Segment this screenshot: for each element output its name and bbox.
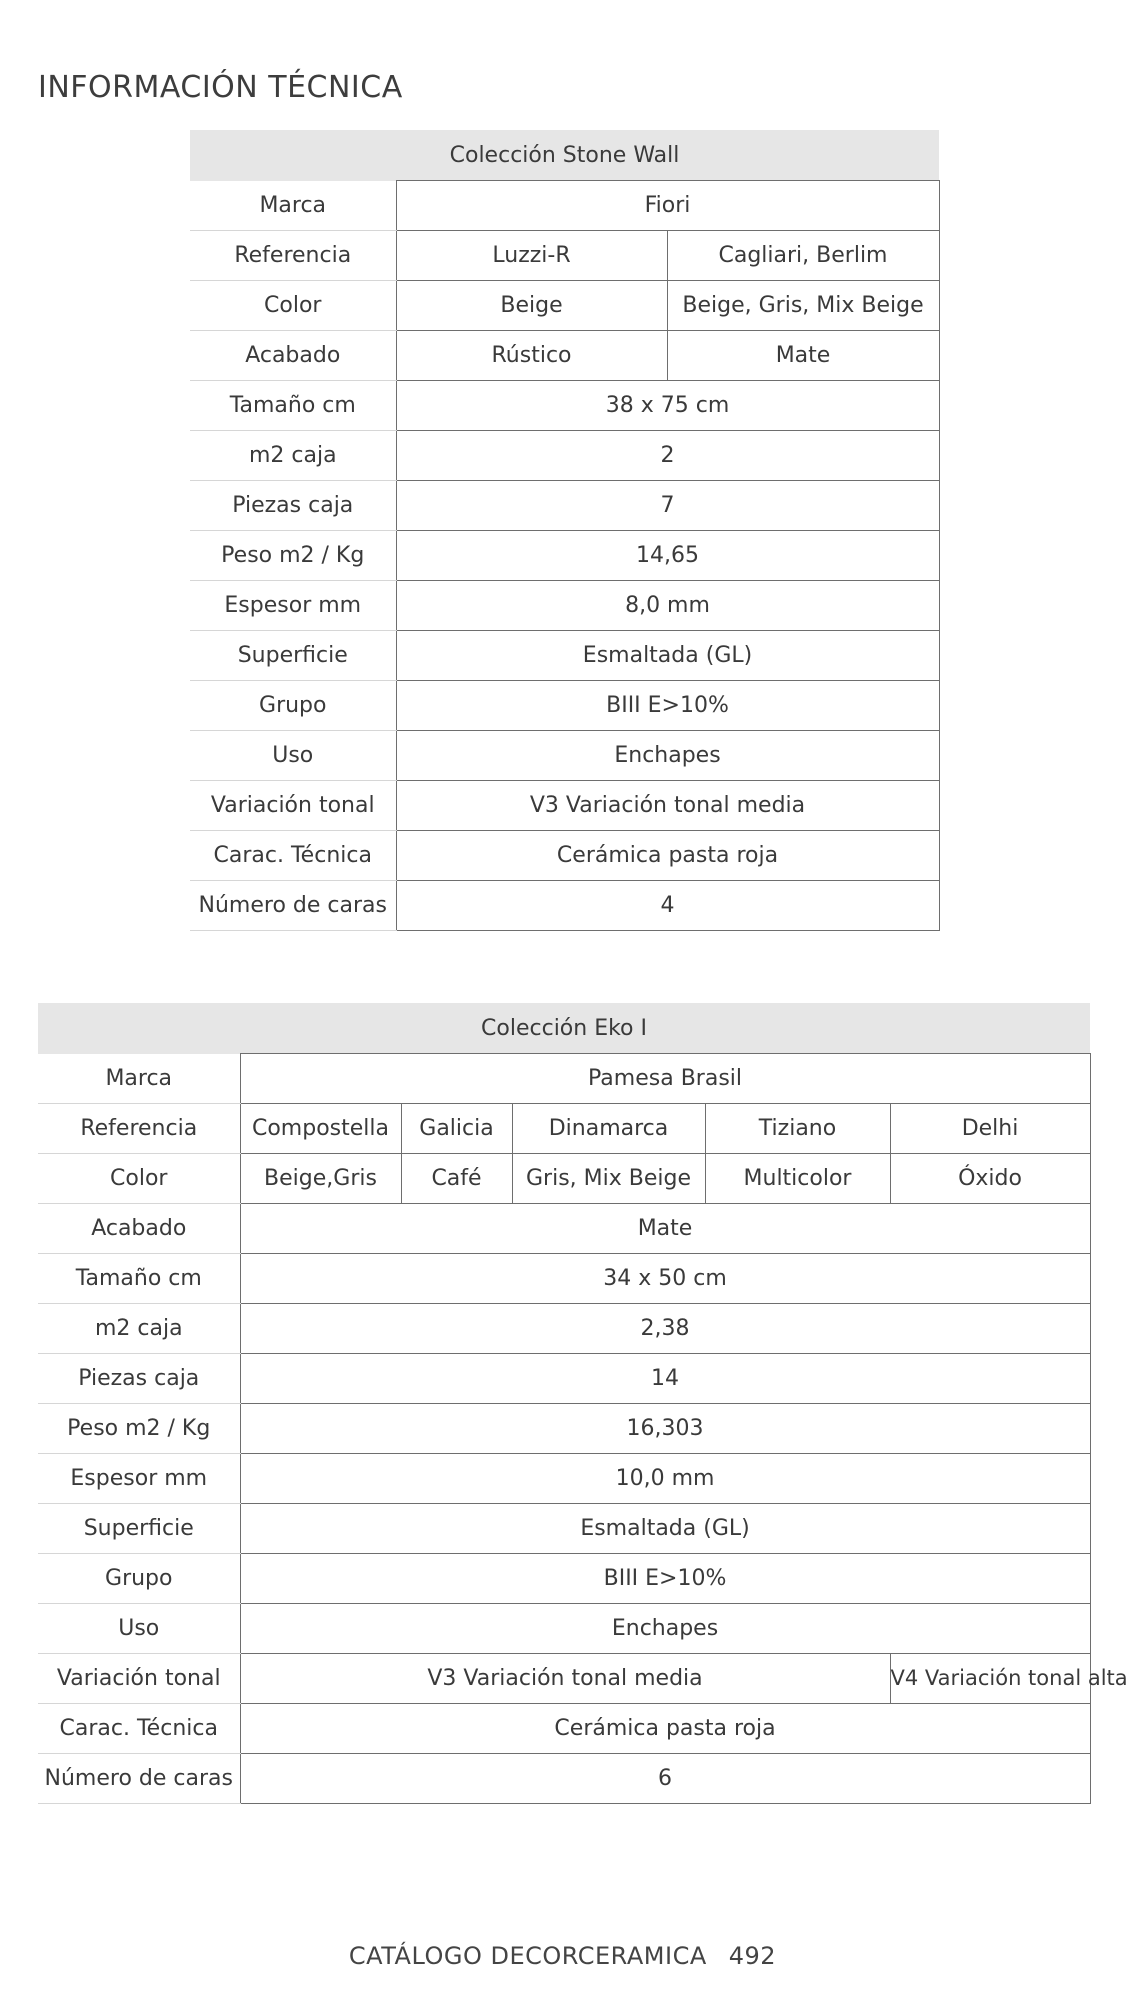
row-label: Carac. Técnica bbox=[190, 831, 396, 881]
row-label: Peso m2 / Kg bbox=[190, 531, 396, 581]
row-value: 14 bbox=[240, 1354, 1090, 1404]
row-label: Piezas caja bbox=[190, 481, 396, 531]
table-row bbox=[190, 881, 939, 931]
row-value: Delhi bbox=[890, 1104, 1090, 1154]
row-label: Espesor mm bbox=[38, 1454, 240, 1504]
row-label: Superficie bbox=[38, 1504, 240, 1554]
table-row bbox=[38, 1554, 1090, 1604]
table-row bbox=[190, 681, 939, 731]
table-row bbox=[190, 581, 939, 631]
row-label: Número de caras bbox=[190, 881, 396, 931]
row-label: Piezas caja bbox=[38, 1354, 240, 1404]
row-label: Color bbox=[190, 281, 396, 331]
row-label: Carac. Técnica bbox=[38, 1704, 240, 1754]
row-label: m2 caja bbox=[38, 1304, 240, 1354]
row-value: Beige bbox=[396, 281, 667, 331]
page-title: INFORMACIÓN TÉCNICA bbox=[38, 70, 403, 105]
table-row bbox=[190, 431, 939, 481]
row-value: BIII E>10% bbox=[396, 681, 939, 731]
row-value: 34 x 50 cm bbox=[240, 1254, 1090, 1304]
eko-table bbox=[38, 1003, 1128, 1804]
row-value: Multicolor bbox=[705, 1154, 890, 1204]
collection-title: Colección Stone Wall bbox=[190, 130, 939, 181]
row-label: Espesor mm bbox=[190, 581, 396, 631]
table-row bbox=[190, 281, 939, 331]
row-value: Dinamarca bbox=[512, 1104, 705, 1154]
row-label: Referencia bbox=[190, 231, 396, 281]
row-value: Mate bbox=[667, 331, 939, 381]
row-value: Fiori bbox=[396, 181, 939, 231]
row-value: Luzzi-R bbox=[396, 231, 667, 281]
row-value: Beige,Gris bbox=[240, 1154, 401, 1204]
row-label: Peso m2 / Kg bbox=[38, 1404, 240, 1454]
row-value: Rústico bbox=[396, 331, 667, 381]
table-row bbox=[190, 531, 939, 581]
row-label: Tamaño cm bbox=[38, 1254, 240, 1304]
row-label: Uso bbox=[190, 731, 396, 781]
row-label: Marca bbox=[38, 1054, 240, 1104]
row-value: 8,0 mm bbox=[396, 581, 939, 631]
row-label: Acabado bbox=[190, 331, 396, 381]
table-row bbox=[38, 1054, 1090, 1104]
row-label: Marca bbox=[190, 181, 396, 231]
page-footer bbox=[0, 1942, 1125, 1970]
row-value: 2,38 bbox=[240, 1304, 1090, 1354]
row-value: 2 bbox=[396, 431, 939, 481]
row-value: 38 x 75 cm bbox=[396, 381, 939, 431]
collection-title: Colección Eko I bbox=[38, 1003, 1090, 1054]
row-value: Esmaltada (GL) bbox=[240, 1504, 1090, 1554]
table-row bbox=[38, 1504, 1090, 1554]
table-row bbox=[38, 1754, 1090, 1804]
table-row bbox=[38, 1104, 1090, 1154]
table-row bbox=[38, 1354, 1090, 1404]
stone-wall-table bbox=[190, 130, 940, 931]
row-label: Variación tonal bbox=[38, 1654, 240, 1704]
row-label: m2 caja bbox=[190, 431, 396, 481]
table-row bbox=[38, 1654, 1090, 1704]
table-row bbox=[190, 731, 939, 781]
row-label: Superficie bbox=[190, 631, 396, 681]
table-row bbox=[38, 1404, 1090, 1454]
row-label: Grupo bbox=[38, 1554, 240, 1604]
row-value: Enchapes bbox=[240, 1604, 1090, 1654]
row-label: Grupo bbox=[190, 681, 396, 731]
row-value: 6 bbox=[240, 1754, 1090, 1804]
row-value: Pamesa Brasil bbox=[240, 1054, 1090, 1104]
table-row bbox=[190, 831, 939, 881]
row-value: BIII E>10% bbox=[240, 1554, 1090, 1604]
page-number: 492 bbox=[728, 1942, 777, 1970]
row-value: 16,303 bbox=[240, 1404, 1090, 1454]
row-value: Compostella bbox=[240, 1104, 401, 1154]
table-header-row bbox=[38, 1003, 1090, 1054]
table-row bbox=[38, 1704, 1090, 1754]
row-value: Cagliari, Berlim bbox=[667, 231, 939, 281]
row-label: Variación tonal bbox=[190, 781, 396, 831]
table-row bbox=[190, 231, 939, 281]
table-row bbox=[190, 481, 939, 531]
row-value: Mate bbox=[240, 1204, 1090, 1254]
row-value: Cerámica pasta roja bbox=[240, 1704, 1090, 1754]
row-label: Color bbox=[38, 1154, 240, 1204]
row-value: 4 bbox=[396, 881, 939, 931]
row-value: V3 Variación tonal media bbox=[240, 1654, 890, 1704]
table-header-row bbox=[190, 130, 939, 181]
row-label: Uso bbox=[38, 1604, 240, 1654]
table-row bbox=[38, 1454, 1090, 1504]
row-label: Número de caras bbox=[38, 1754, 240, 1804]
row-value: Beige, Gris, Mix Beige bbox=[667, 281, 939, 331]
row-value: Enchapes bbox=[396, 731, 939, 781]
table-row bbox=[38, 1204, 1090, 1254]
table-row bbox=[38, 1154, 1090, 1204]
row-value: V4 Variación tonal alta bbox=[890, 1654, 1090, 1704]
row-value: 10,0 mm bbox=[240, 1454, 1090, 1504]
row-value: 14,65 bbox=[396, 531, 939, 581]
row-value: Galicia bbox=[401, 1104, 512, 1154]
row-value: Óxido bbox=[890, 1154, 1090, 1204]
table-row bbox=[190, 381, 939, 431]
row-value: Gris, Mix Beige bbox=[512, 1154, 705, 1204]
row-label: Acabado bbox=[38, 1204, 240, 1254]
table-row bbox=[38, 1604, 1090, 1654]
table-row bbox=[190, 331, 939, 381]
row-label: Tamaño cm bbox=[190, 381, 396, 431]
row-value: Esmaltada (GL) bbox=[396, 631, 939, 681]
row-value: Tiziano bbox=[705, 1104, 890, 1154]
row-label: Referencia bbox=[38, 1104, 240, 1154]
row-value: Café bbox=[401, 1154, 512, 1204]
table-row bbox=[38, 1304, 1090, 1354]
table-row bbox=[190, 631, 939, 681]
table-row bbox=[38, 1254, 1090, 1304]
row-value: V3 Variación tonal media bbox=[396, 781, 939, 831]
catalog-name: CATÁLOGO DECORCERAMICA bbox=[348, 1942, 707, 1970]
row-value: 7 bbox=[396, 481, 939, 531]
table-row bbox=[190, 781, 939, 831]
row-value: Cerámica pasta roja bbox=[396, 831, 939, 881]
table-row bbox=[190, 181, 939, 231]
